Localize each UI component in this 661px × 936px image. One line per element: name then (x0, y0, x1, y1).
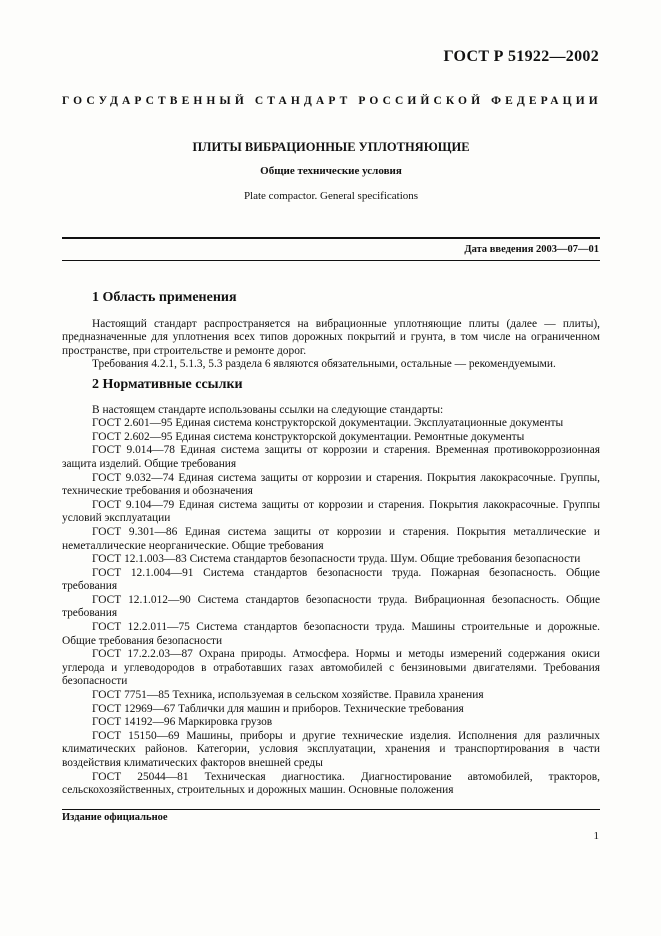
reference-item: ГОСТ 12.1.003—83 Система стандартов безопасности труда. Шум. Общие требования безопасности (92, 553, 581, 566)
official-edition-note: Издание официальное (62, 812, 168, 823)
reference-item: ГОСТ 25044—81 Техническая диагностика. Диагностирование автомобилей, тракторов, сельскохозяйственных, строительных и дорожных машин. Основные положения (62, 770, 600, 797)
reference-item: ГОСТ 7751—85 Техника, используемая в сельском хозяйстве. Правила хранения (92, 689, 484, 702)
header-rule-thin (62, 260, 600, 261)
document-subtitle: Общие технические условия (260, 165, 402, 177)
document-code: ГОСТ Р 51922—2002 (443, 48, 599, 65)
section-1-paragraph: Требования 4.2.1, 5.1.3, 5.3 раздела 6 являются обязательными, остальные — рекомендуемыми. (92, 358, 556, 371)
reference-item: ГОСТ 9.301—86 Единая система защиты от коррозии и старения. Покрытия металлические и неметаллические неорганические. Общие требования (62, 525, 600, 552)
state-standard-heading: ГОСУДАРСТВЕННЫЙ СТАНДАРТ РОССИЙСКОЙ ФЕДЕРАЦИИ (62, 95, 602, 107)
reference-item: ГОСТ 9.032—74 Единая система защиты от коррозии и старения. Покрытия лакокрасочные. Группы, технические требования и обозначения (62, 471, 600, 498)
footer-rule (62, 809, 600, 810)
reference-item: ГОСТ 15150—69 Машины, приборы и другие технические изделия. Исполнения для различных климатических районов. Категории, условия эксплуатации, хранения и транспортирования в части воздействия климатических факторов внешней среды (62, 729, 600, 769)
header-rule-thick (62, 237, 600, 239)
reference-item: ГОСТ 2.601—95 Единая система конструкторской документации. Эксплуатационные документы (92, 417, 564, 430)
reference-item: ГОСТ 2.602—95 Единая система конструкторской документации. Ремонтные документы (92, 430, 525, 443)
section-2-intro: В настоящем стандарте использованы ссылки на следующие стандарты: (92, 403, 444, 416)
reference-item: ГОСТ 12969—67 Таблички для машин и приборов. Технические требования (92, 702, 464, 715)
reference-item: ГОСТ 12.1.012—90 Система стандартов безопасности труда. Вибрационная безопасность. Общие требования (62, 593, 600, 620)
document-title-english: Plate compactor. General specifications (243, 190, 419, 202)
reference-item: ГОСТ 9.014—78 Единая система защиты от коррозии и старения. Временная противокоррозионная защита изделий. Общие требования (62, 444, 600, 470)
page-number: 1 (593, 830, 599, 842)
reference-item: ГОСТ 12.2.011—75 Система стандартов безопасности труда. Машины строительные и дорожные. Общие требования безопасности (62, 621, 600, 647)
reference-item: ГОСТ 12.1.004—91 Система стандартов безопасности труда. Пожарная безопасность. Общие требования (62, 566, 600, 593)
reference-item: ГОСТ 9.104—79 Единая система защиты от коррозии и старения. Покрытия лакокрасочные. Группы условий эксплуатации (62, 498, 600, 525)
section-2-heading: 2 Нормативные ссылки (92, 376, 243, 392)
section-1-heading: 1 Область применения (92, 290, 237, 305)
reference-item: ГОСТ 14192—96 Маркировка грузов (92, 716, 273, 729)
document-body (62, 291, 600, 798)
introduction-date: Дата введения 2003—07—01 (464, 244, 599, 255)
document-title: ПЛИТЫ ВИБРАЦИОННЫЕ УПЛОТНЯЮЩИЕ (192, 140, 470, 154)
section-1-paragraph: Настоящий стандарт распространяется на вибрационные уплотняющие плиты (далее — плиты), предназначенные для уплотнения всех типов дорожных покрытий и грунта, в том числе на ограниченном пространстве, при строительстве и ремонте дорог. (62, 317, 600, 357)
reference-item: ГОСТ 17.2.2.03—87 Охрана природы. Атмосфера. Нормы и методы измерений содержания окиси углерода и углеводородов в отработавших газах автомобилей с бензиновыми двигателями. Требования безопасности (62, 648, 600, 688)
